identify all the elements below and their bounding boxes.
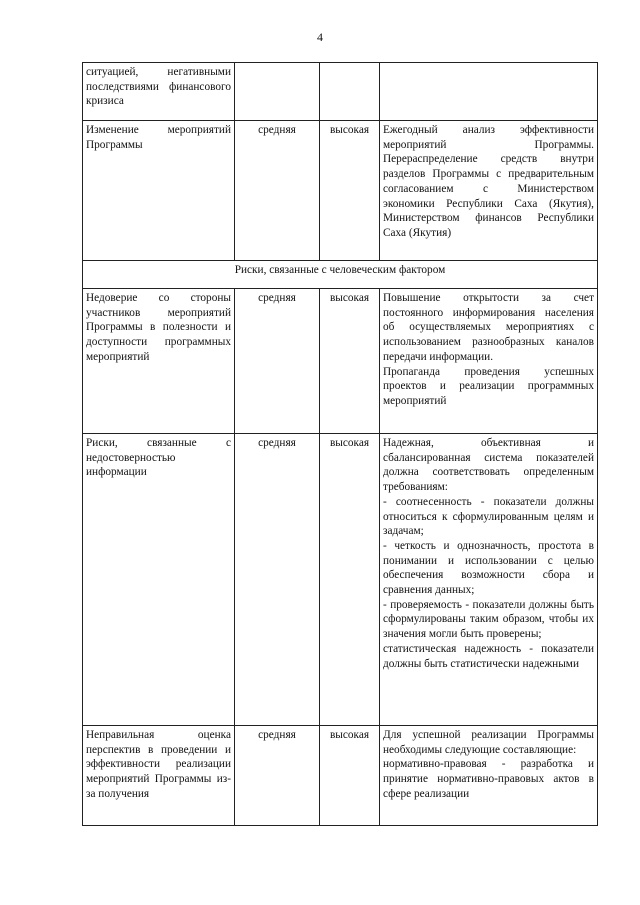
risk-table — [82, 62, 598, 826]
measures-paragraph: Для успешной реализации Программы необходимы следующие составляющие: — [383, 729, 594, 756]
section-title: Риски, связанные с человеческим фактором — [83, 261, 598, 289]
page-number: 4 — [317, 30, 323, 44]
risk-cell: Недоверие со стороны участников мероприятий Программы в полезности и доступности программных мероприятий — [83, 289, 235, 434]
table-row — [83, 726, 598, 826]
risk-cell: Неправильная оценка перспектив в проведении и эффективности реализации мероприятий Программы из-за получения — [83, 726, 235, 826]
measures-cell — [380, 63, 598, 121]
measures-cell: Ежегодный анализ эффективности мероприятий Программы. Перераспределение средств внутри разделов Программы с предварительным согласованием с Министерством экономики Республики Саха (Якутия), Министерством финансов Республики Саха (Якутия) — [380, 121, 598, 261]
measures-paragraph: Повышение открытости за счет постоянного информирования населения об осуществляемых мероприятиях с использованием разнообразных каналов передачи информации. — [383, 292, 594, 363]
measures-cell — [380, 726, 598, 826]
risk-cell: Изменение мероприятий Программы — [83, 121, 235, 261]
impact-cell: высокая — [320, 289, 380, 434]
section-row — [83, 261, 598, 289]
impact-cell — [320, 63, 380, 121]
probability-cell — [235, 63, 320, 121]
measures-cell — [380, 434, 598, 726]
probability-cell: средняя — [235, 289, 320, 434]
table-row — [83, 63, 598, 121]
measures-paragraph: - соотнесенность - показатели должны относиться к сформулированным целям и задачам; — [383, 495, 594, 538]
measures-paragraph: Надежная, объективная и сбалансированная система показателей должна соответствовать определенным требованиям: — [383, 437, 594, 494]
table-row — [83, 434, 598, 726]
risk-cell: Риски, связанные с недостоверностью информации — [83, 434, 235, 726]
probability-cell: средняя — [235, 434, 320, 726]
impact-cell: высокая — [320, 726, 380, 826]
risk-cell: ситуацией, негативными последствиями финансового кризиса — [83, 63, 235, 121]
impact-cell: высокая — [320, 121, 380, 261]
measures-paragraph: - проверяемость - показатели должны быть сформулированы таким образом, чтобы их значения могли быть проверены; — [383, 598, 594, 641]
probability-cell: средняя — [235, 121, 320, 261]
measures-cell — [380, 289, 598, 434]
table-row — [83, 121, 598, 261]
table-row — [83, 289, 598, 434]
measures-paragraph: нормативно-правовая - разработка и принятие нормативно-правовых актов в сфере реализации — [383, 758, 594, 800]
impact-cell: высокая — [320, 434, 380, 726]
measures-paragraph: Пропаганда проведения успешных проектов и реализации программных мероприятий — [383, 365, 594, 407]
probability-cell: средняя — [235, 726, 320, 826]
measures-paragraph: - четкость и однозначность, простота в понимании и использовании с целью обеспечения возможности сбора и сравнения данных; — [383, 539, 594, 597]
measures-paragraph: статистическая надежность - показатели должны быть статистически надежными — [383, 642, 594, 670]
